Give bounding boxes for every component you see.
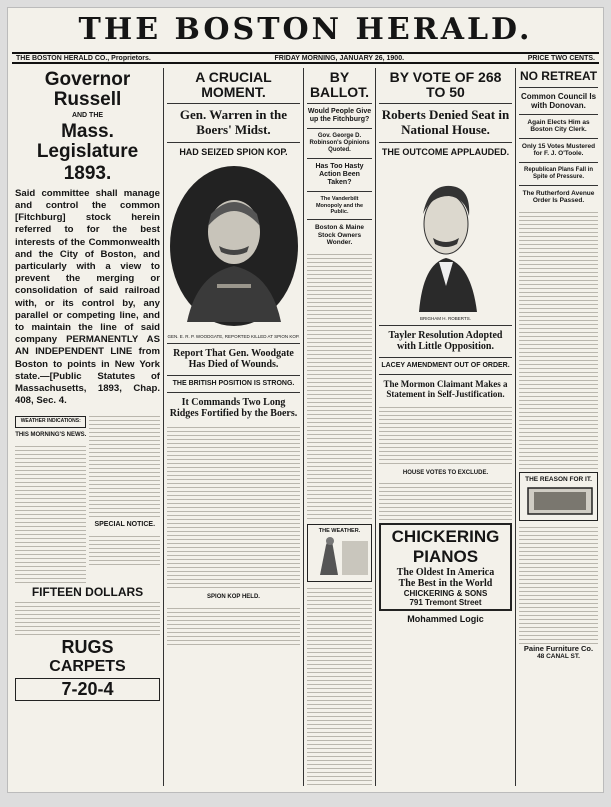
- mohammed-logic-heading: Mohammed Logic: [407, 614, 484, 625]
- column-ballot: [304, 68, 376, 786]
- headline-year: 1893.: [63, 162, 112, 184]
- phone-ad: 7-20-4: [15, 678, 160, 701]
- newspaper-page: [7, 7, 604, 793]
- subhead-mormon-claimant: The Mormon Claimant Makes a Statement in Self-Justification.: [383, 378, 508, 400]
- reason-heading: THE REASON FOR IT.: [525, 475, 592, 483]
- subhead-council: Common Council Is with Donovan.: [520, 91, 597, 110]
- roberts-portrait: [379, 162, 513, 312]
- chickering-ad-line3: CHICKERING & SONS: [403, 589, 488, 599]
- statute-quote: Said committee shall manage and control the common [Fitchburg] stock herein referred to for the best interests of the Commonwealth and the City of Boston, and particularly with a view to prevent the merging or consolidation of said railroad with, or its control by, any parallel or competing line, and to maintain the line of said company PERMANENTLY AS AN INDEPENDENT LINE from Boston to points in New York state.—[Public Statutes of Massachusetts, 1893, Chap. 408, Sec. 4.: [15, 187, 160, 407]
- subhead-hasty-action: Has Too Hasty Action Been Taken?: [315, 163, 364, 187]
- subhead-otoole: Only 15 Votes Mustered for F. J. O'Toole.: [521, 142, 596, 158]
- woodgate-portrait: [167, 162, 301, 330]
- subhead-british-position: THE BRITISH POSITION IS STRONG.: [172, 379, 295, 387]
- weather-heading: THE WEATHER.: [318, 527, 361, 534]
- subhead-stock-owners: Boston & Maine Stock Owners Wonder.: [314, 224, 365, 247]
- weather-figure-icon: [310, 535, 370, 579]
- roberts-article-text: [379, 404, 512, 466]
- subhead-commands-ridges: It Commands Two Long Ridges Fortified by the Boers.: [169, 396, 298, 420]
- news-column-text: [89, 413, 160, 517]
- dateline-proprietor: THE BOSTON HERALD CO., Proprietors.: [16, 54, 151, 62]
- special-notice-heading: SPECIAL NOTICE.: [94, 521, 156, 529]
- house-votes-text: [379, 480, 512, 520]
- reason-ad: [519, 472, 598, 521]
- reason-ad-text: [519, 524, 598, 644]
- ballot-article-text: [307, 251, 372, 521]
- column-no-retreat: [516, 68, 601, 786]
- headline-and-the: AND THE: [71, 111, 104, 119]
- subhead-woodgate-died: Report That Gen. Woodgate Has Died of Wounds.: [173, 347, 294, 371]
- subhead-lacey: LACEY AMENDMENT OUT OF ORDER.: [381, 361, 510, 369]
- column-russell: [12, 68, 164, 786]
- council-article-text: [519, 209, 598, 469]
- boer-war-article-text: [167, 424, 300, 590]
- rugs-ad: RUGS: [61, 637, 114, 658]
- paine-furniture-ad: Paine Furniture Co.: [523, 644, 594, 654]
- headline-no-retreat: NO RETREAT: [519, 69, 598, 83]
- subhead-rutherford: The Rutherford Avenue Order Is Passed.: [522, 189, 595, 205]
- furniture-illustration: [522, 484, 598, 518]
- carpets-ad: CARPETS: [49, 658, 126, 676]
- news-summary-text: [15, 443, 86, 583]
- subhead-vanderbilt: The Vanderbilt Monopoly and the Public.: [315, 196, 364, 215]
- subhead-warren: Gen. Warren in the Boers' Midst.: [179, 107, 288, 138]
- masthead: THE BOSTON HERALD.: [78, 12, 533, 47]
- subhead-republican: Republican Plans Fall in Spite of Pressure.: [523, 166, 593, 180]
- chickering-ad: [379, 523, 512, 611]
- portrait-caption: GEN. E. R. P. WOODGATE, REPORTED KILLED AT SPION KOP.: [167, 333, 300, 339]
- column-roberts: [376, 68, 516, 786]
- roberts-caption: BRIGHAM H. ROBERTS.: [420, 315, 471, 321]
- weather-article-text: [307, 585, 372, 785]
- dateline-date: FRIDAY MORNING, JANUARY 26, 1900.: [274, 54, 405, 62]
- paine-furniture-address: 48 CANAL ST.: [537, 653, 580, 661]
- subhead-spion-kop: HAD SEIZED SPION KOP.: [179, 147, 288, 158]
- chickering-ad-title: CHICKERING PIANOS: [391, 527, 500, 567]
- column-boer-war: [164, 68, 304, 786]
- fifteen-dollars-ad: FIFTEEN DOLLARS: [31, 585, 144, 600]
- subhead-city-clerk: Again Elects Him as Boston City Clerk.: [527, 118, 590, 134]
- special-notice-text: [89, 533, 160, 567]
- headline-crucial-moment: A CRUCIAL MOMENT.: [195, 69, 272, 100]
- subhead-robinson: Gov. George D. Robinson's Opinions Quoted.: [309, 133, 370, 154]
- headline-governor-russell: Governor Russell: [44, 69, 131, 110]
- headline-vote: BY VOTE OF 268 TO 50: [389, 69, 502, 100]
- headline-legislature: Mass. Legislature: [36, 120, 139, 162]
- house-votes-heading: HOUSE VOTES TO EXCLUDE.: [402, 469, 489, 476]
- subhead-fitchburg: Would People Give up the Fitchburg?: [307, 108, 372, 124]
- chickering-ad-line1: The Oldest In America: [396, 567, 495, 579]
- spion-kop-article-text: [167, 605, 300, 645]
- ad-text: [15, 599, 160, 637]
- subhead-tayler: Tayler Resolution Adopted with Little Opposition.: [388, 329, 503, 353]
- subhead-outcome-applauded: THE OUTCOME APPLAUDED.: [381, 147, 510, 158]
- subhead-roberts-denied: Roberts Denied Seat in National House.: [381, 107, 510, 138]
- chickering-ad-line2: The Best in the World: [398, 578, 493, 590]
- weather-box: [307, 524, 372, 582]
- dateline-price: PRICE TWO CENTS.: [527, 54, 595, 62]
- spion-kop-held-heading: SPION KOP HELD.: [207, 593, 260, 600]
- dateline: [12, 52, 599, 64]
- weather-indications-box: WEATHER INDICATIONS:: [15, 416, 86, 428]
- headline-by-ballot: BY BALLOT.: [309, 69, 370, 100]
- this-mornings-news-heading: THIS MORNING'S NEWS.: [15, 432, 87, 439]
- chickering-ad-line4: 791 Tremont Street: [409, 598, 482, 608]
